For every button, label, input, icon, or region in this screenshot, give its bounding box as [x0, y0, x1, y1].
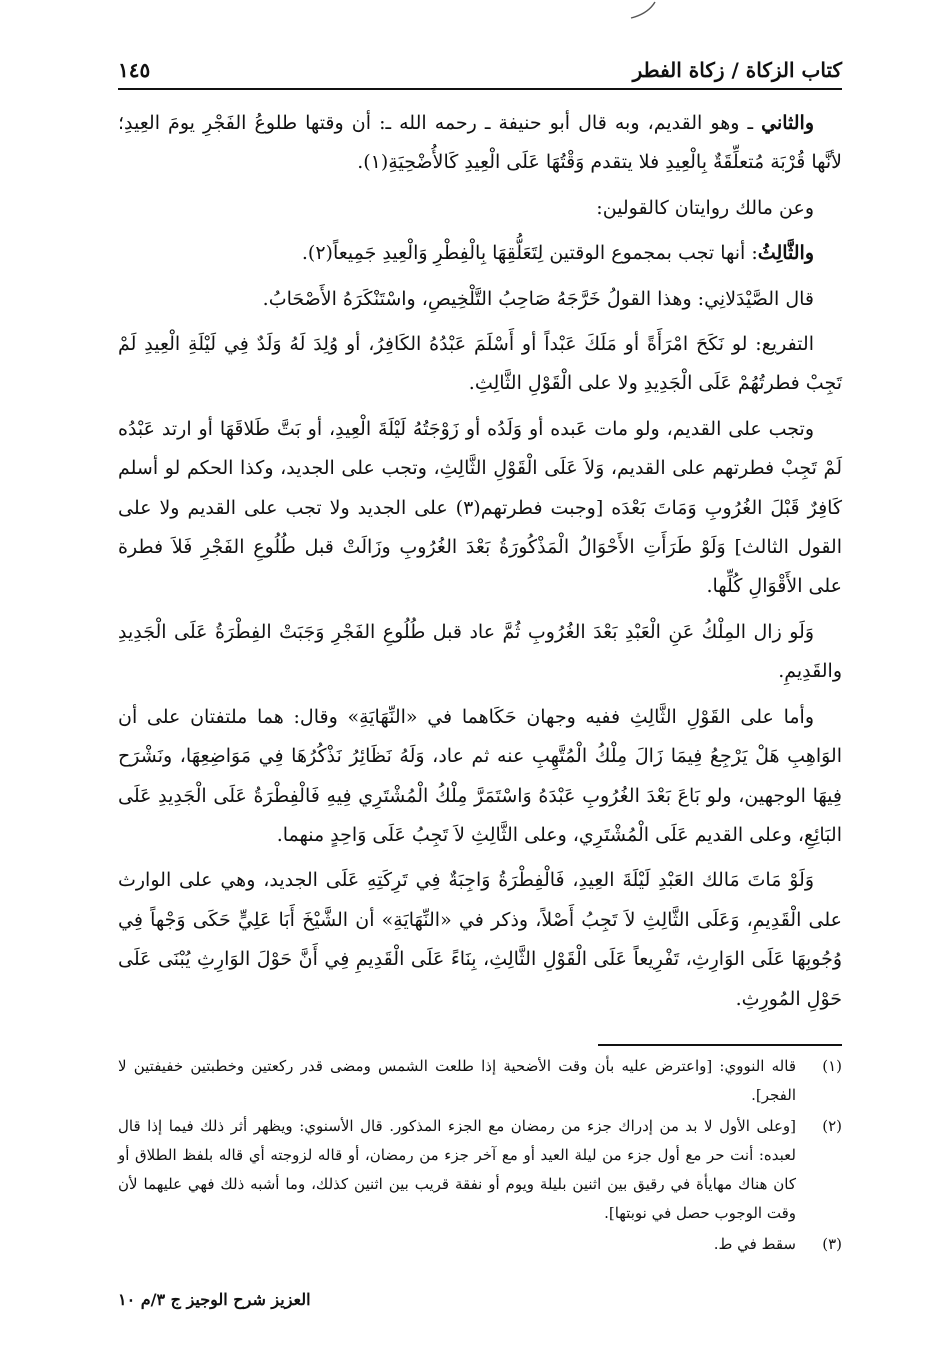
pen-stroke-mark [625, 0, 665, 22]
paragraph [118, 104, 842, 183]
paragraph-text: وَلَوْ مَاتَ مَالك العَبْدِ لَيْلَةَ العِيدِ، فَالْفِطْرَةُ وَاجِبَةٌ فِي تَرِكَتِهِ عَلَى الجديد، وهي على الوارث على الْقَدِيمِ، وَعَلَى الثَّالِثِ لاَ تَجِبُ أَصْلاً، وذكر في «النِّهَايَةِ» أن الشَّيْخَ أَبَا عَلِيٍّ حَكَى وَجْهاً فِي وُجُوبِهَا عَلَى الوَارِثِ، تَفْرِيعاً عَلَى الْقَوْلِ الثَّالِثِ، بِنَاءً عَلَى الْقَدِيمِ فِي أَنَّ حَوْلَ الوَارِثِ يُبْنَى عَلَى حَوْلِ المُورِثِ. [118, 869, 842, 1010]
paragraph [118, 861, 842, 1019]
paragraph-text: وَلَو زال المِلْكُ عَنِ الْعَبْدِ بَعْدَ الغُرُوبِ ثُمَّ عاد قبل طُلُوعِ الفَجْرِ وَجَبَتْ الفِطْرَةُ عَلَى الْجَدِيدِ والقَدِيمِ. [118, 620, 842, 683]
paragraph [118, 698, 842, 856]
paragraph [118, 234, 842, 273]
paragraph-text: ـ وهو القديم، وبه قال أبو حنيفة ـ رحمه الله ـ: أن وقتها طلوعُ الفَجْرِ يومَ العِيدِ؛ لأنَّها قُرْبَة مُتعلِّقَةٌ بِالْعِيدِ فلا يتقدم وَقْتُهَا عَلَى الْعِيدِ كَالأُضْحِيَةِ(١). [118, 112, 842, 174]
footnote-number: (١) [822, 1057, 842, 1075]
paragraph-text: قال الصَّيْدَلانِي: وهذا القولُ خَرَّجَهُ صَاحِبُ التَّلْخِيصِ، واسْتَنْكَرَهُ الأَصْحَابُ. [262, 287, 814, 310]
footnote-text: [وعلى الأول لا بد من إدراك جزء من رمضان مع الجزء المذكور. قال الأسنوي: ويظهر أثر ذلك فيما إذا قال لعبده: أنت حر مع أول جزء من ليلة العيد أو مع آخر جزء من رمضان، أو قاله لزوجته أي قاله بلفظ الطلاق أو كان هناك مهايأة في رقيق بين اثنين بليلة ويوم أو نفقة قريب بين اثنين كذلك، وما أشبه ذلك فهي عليهما لأن وقت الوجوب حصل في نوبتها]. [118, 1117, 796, 1222]
paragraph [118, 410, 842, 607]
paragraph [118, 613, 842, 692]
paragraph [118, 325, 842, 404]
paragraph-lead: والثاني [761, 112, 814, 134]
running-header [118, 52, 842, 90]
footnote-number: (٣) [822, 1235, 842, 1253]
paragraph-text: وأما على القَوْلِ الثَّالِثِ ففيه وجهان حَكَاهما في «النِّهَايَةِ» وقال: هما ملتفتان على أن الوَاهِبِ هَلْ يَرْجِعُ فِيمَا زَالَ مِلْكُ الْمُتَّهِبِ عنه ثم عاد، وَلَهُ نَظَائِرُ نَذْكُرُهَا فِي مَوَاضِعِهَا، ونَشْرَح فِيهَا الوجهين، ولو بَاعَ بَعْدَ الغُرُوبِ عَبْدَهُ وَاسْتَمَرَّ مِلْكُ الْمُشْتَرِي فِيهِ فَالْفِطْرَةُ عَلَى الْجَدِيدِ عَلَى البَائِعِ، وعلى القديم عَلَى الْمُشْتَرِي، وعلى الثَّالِثِ لاَ تَجِبُ عَلَى وَاحِدٍ منهما. [118, 705, 842, 846]
paragraph-text: التفريع: لو نَكَحَ امْرَأَةً أو مَلَكَ عَبْداً أو أَسْلَمَ عَبْدُهُ الكَافِرُ، أو وُلِدَ لَهُ وَلَدٌ فِي لَيْلَةِ الْعِيدِ لَمْ تَجِبْ فطرتُهُمْ عَلَى الْجَدِيدِ ولا على الْقَوْلِ الثَّالِثِ. [118, 333, 842, 395]
footnote-divider [598, 1044, 842, 1046]
paragraph-text: وتجب على القديم، ولو مات عَبده أو وَلَدُه أو زَوْجَتُهُ لَيْلَةَ الْعِيدِ، أو بَتَّ طَلاقَهَا أو ارتد عَبْدُه لَمْ تَجِبْ فطرتهم على القديم، وَلاَ عَلَى الْقَوْلِ الثَّالِثِ، وتجب على الجديد، وكذا الحكم لو أسلم كَافِرٌ قَبْلَ الغُرُوبِ وَمَاتَ بَعْدَه [وجبت فطرتهم(٣) على الجديد ولا تجب على القديم ولا على القول الثالث] وَلَوْ طَرَأَتِ الأَحْوَالُ الْمَذْكُورَةُ بَعْدَ الغُرُوبِ وزَالَتْ قبل طُلُوعِ الفَجْرِ فَلاَ فطرة على الأَقْوَالِ كُلِّها. [118, 417, 842, 598]
paragraph [118, 189, 842, 228]
signature-line [118, 1290, 842, 1310]
chapter-title: كتاب الزكاة / زكاة الفطر [632, 58, 842, 82]
footnote-text: سقط في ط. [713, 1235, 796, 1253]
paragraph-lead: والثَّالِثُ [757, 242, 814, 265]
footnote [118, 1230, 842, 1259]
book-signature: العزيز شرح الوجيز ج ٣/م ١٠ [118, 1290, 311, 1309]
paragraph [118, 280, 842, 319]
footnote [118, 1112, 842, 1228]
footnote-text: قاله النووي: [واعترض عليه بأن وقت الأضحية إذا طلعت الشمس ومضى قدر ركعتين وخطبتين خفيفتين لا الفجر]. [118, 1057, 796, 1104]
footnote-number: (٢) [822, 1117, 842, 1135]
main-text [118, 104, 842, 1025]
footnote [118, 1052, 842, 1110]
paragraph-text: وعن مالك روايتان كالقولين: [596, 196, 814, 219]
footnotes [118, 1052, 842, 1261]
page-number: ١٤٥ [118, 58, 151, 82]
paragraph-text: : أنها تجب بمجموع الوقتين لِتَعَلُّقِهَا بِالْفِطْرِ وَالْعِيدِ جَمِيعاً(٢). [301, 242, 758, 265]
